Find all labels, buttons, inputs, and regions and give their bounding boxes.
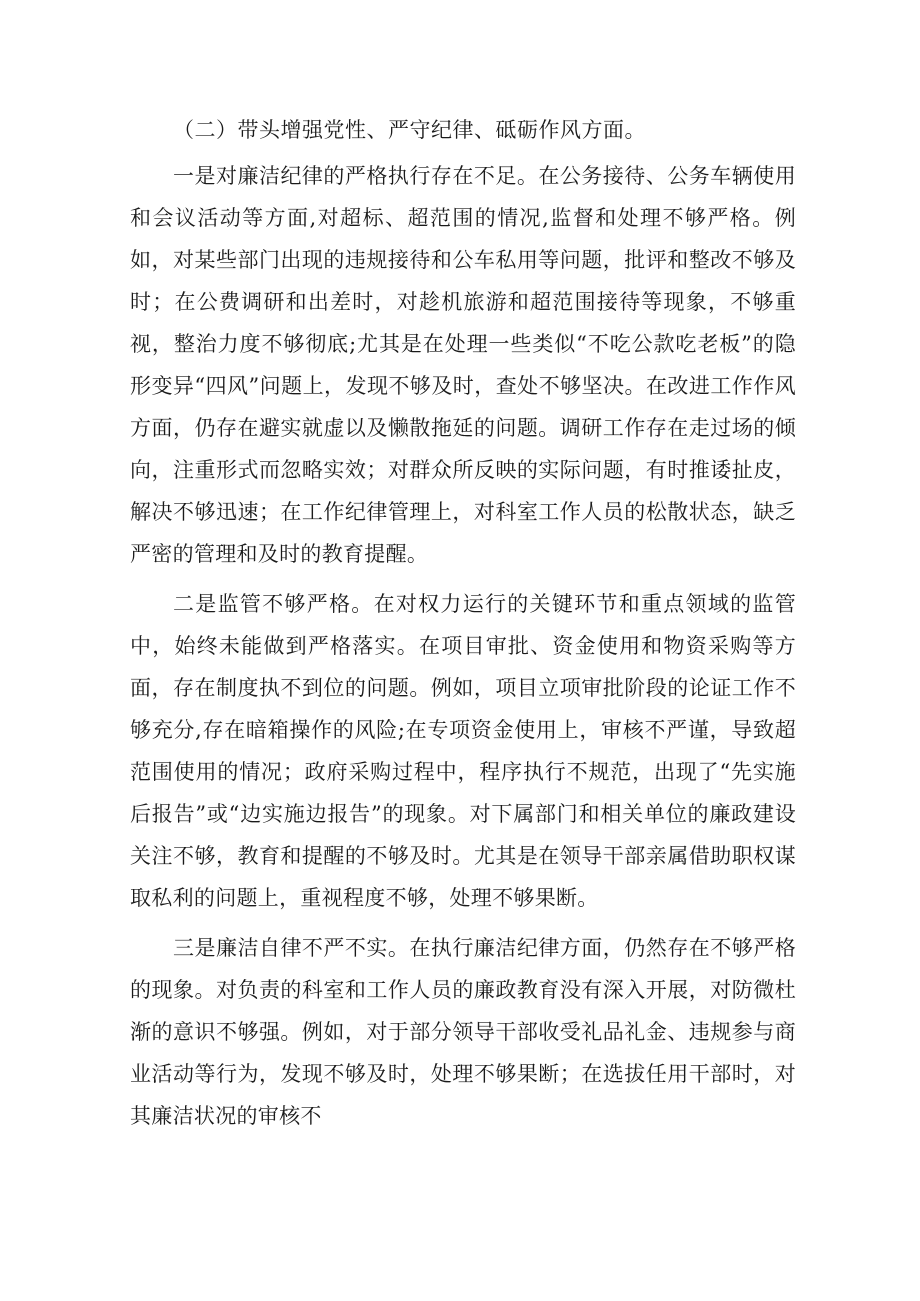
section-heading: （二）带头增强党性、严守纪律、砥砺作风方面。 <box>173 118 646 142</box>
document-body <box>130 110 796 1145</box>
paragraph-discipline: 一是对廉洁纪律的严格执行存在不足。在公务接待、公务车辆使用和会议活动等方面,对超标、超范围的情况,监督和处理不够严格。例如，对某些部门出现的违规接待和公车私用等问题，批评和整改不够及时；在公费调研和出差时，对趁机旅游和超范围接待等现象，不够重视，整治力度不够彻底;尤其是在处理一些类似“不吃公款吃老板”的隐形变异“四风”问题上，发现不够及时，查处不够坚决。在改进工作作风方面，仍存在避实就虚以及懒散拖延的问题。调研工作存在走过场的倾向，注重形式而忽略实效；对群众所反映的实际问题，有时推诿扯皮，解决不够迅速；在工作纪律管理上，对科室工作人员的松散状态，缺乏严密的管理和及时的教育提醒。 <box>130 164 796 566</box>
paragraph-supervision: 二是监管不够严格。在对权力运行的关键环节和重点领域的监管中，始终未能做到严格落实。在项目审批、资金使用和物资采购等方面，存在制度执不到位的问题。例如，项目立项审批阶段的论证工作不够充分,存在暗箱操作的风险;在专项资金使用上，审核不严谨，导致超范围使用的情况；政府采购过程中，程序执行不规范，出现了“先实施后报告”或“边实施边报告”的现象。对下属部门和相关单位的廉政建设关注不够，教育和提醒的不够及时。尤其是在领导干部亲属借助职权谋取私利的问题上，重视程度不够，处理不够果断。 <box>130 592 796 910</box>
paragraph-self-discipline: 三是廉洁自律不严不实。在执行廉洁纪律方面，仍然存在不够严格的现象。对负责的科室和工作人员的廉政教育没有深入开展，对防微杜渐的意识不够强。例如，对于部分领导干部收受礼品礼金、违规参与商业活动等行为，发现不够及时，处理不够果断；在选拔任用干部时，对其廉洁状况的审核不 <box>130 936 796 1128</box>
